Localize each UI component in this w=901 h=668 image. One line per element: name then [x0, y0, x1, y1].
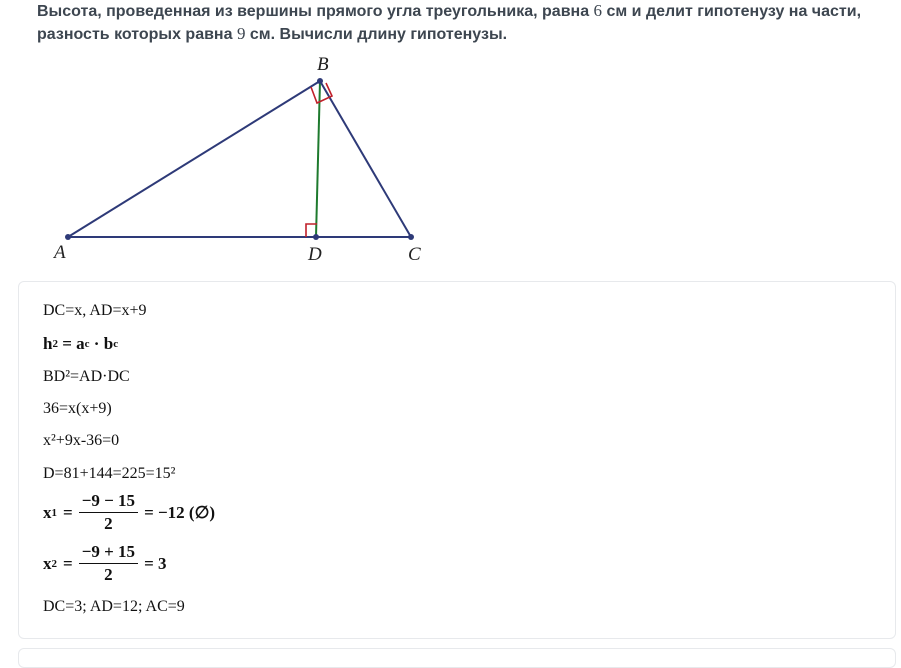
solution-line-6: D=81+144=225=15²: [43, 465, 176, 482]
solution-card: [18, 281, 896, 639]
label-a: A: [54, 242, 66, 263]
solution-formula-h: h 2 = a c · b c: [43, 334, 119, 353]
solution-x1: x 1 = $\frac{-9 - 15}{2}$ = −12 (∅): [43, 491, 216, 533]
point-b: [317, 78, 323, 84]
side-bc: [320, 81, 411, 237]
label-b: B: [317, 54, 329, 75]
solution-line-9: DC=3; AD=12; AC=9: [43, 598, 185, 615]
solution-line-4: 36=x(x+9): [43, 400, 112, 417]
solution-line-1: DC=x, AD=x+9: [43, 302, 147, 319]
solution-x2: x 2 = $\frac{-9 + 15}{2}$ = 3: [43, 542, 167, 584]
point-c: [408, 234, 414, 240]
label-c: C: [408, 244, 421, 265]
point-d: [313, 234, 319, 240]
right-angle-mark-b: [311, 83, 332, 103]
point-a: [65, 234, 71, 240]
label-d: D: [308, 244, 322, 265]
solution-line-3: BD²=AD·DC: [43, 368, 130, 385]
solution-line-5: x²+9x-36=0: [43, 432, 120, 449]
question-part-3: см. Вычисли длину гипотенузы.: [245, 26, 508, 43]
fraction-x1: $\frac{-9 - 15}{2}$: [79, 492, 138, 533]
height-bd: [316, 81, 320, 237]
side-ab: [68, 81, 320, 237]
question-part-2: см и делит гипотенузу на части, разность которых равна: [37, 3, 862, 43]
question-number-height: 6: [593, 1, 603, 20]
fraction-x2: $\frac{-9 + 15}{2}$: [79, 543, 138, 584]
triangle-figure: [40, 48, 440, 273]
question-part-1: Высота, проведенная из вершины прямого угла треугольника, равна: [37, 3, 594, 20]
question-number-difference: 9: [236, 24, 246, 43]
question-text: [37, 0, 887, 46]
next-card: [18, 648, 896, 668]
